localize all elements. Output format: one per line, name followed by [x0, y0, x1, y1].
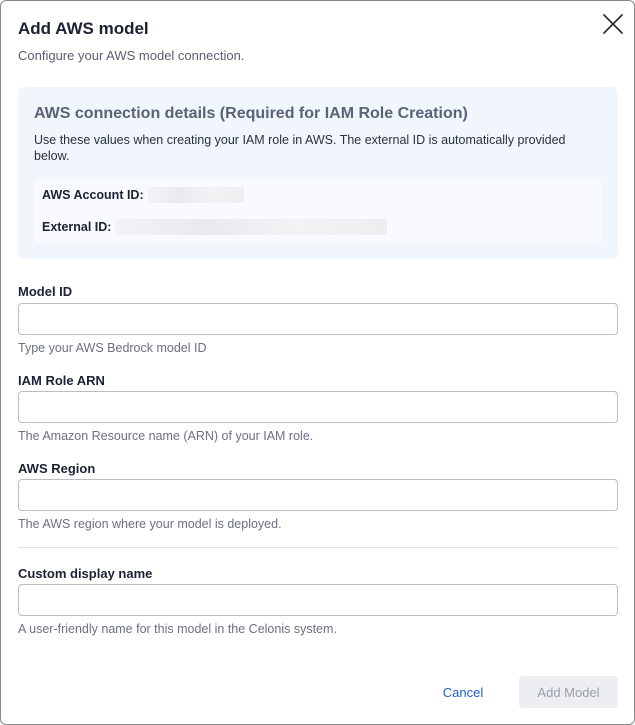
aws-region-label: AWS Region	[18, 461, 96, 476]
connection-details-title: AWS connection details (Required for IAM Role Creation)	[34, 105, 468, 122]
display-name-label: Custom display name	[18, 566, 153, 581]
cancel-button[interactable]: Cancel	[427, 676, 499, 708]
model-id-label: Model ID	[18, 284, 73, 299]
dialog-title: Add AWS model	[18, 19, 149, 38]
aws-account-id-label: AWS Account ID:	[42, 188, 144, 202]
section-divider	[18, 547, 618, 548]
dialog-subtitle: Configure your AWS model connection.	[18, 48, 245, 63]
iam-role-arn-label: IAM Role ARN	[18, 373, 105, 388]
display-name-input[interactable]	[18, 584, 618, 616]
display-name-help: A user-friendly name for this model in the Celonis system.	[18, 622, 337, 636]
model-id-input[interactable]	[18, 303, 618, 335]
model-id-help: Type your AWS Bedrock model ID	[18, 341, 207, 355]
aws-region-input[interactable]	[18, 479, 618, 511]
external-id-label: External ID:	[42, 220, 112, 234]
close-button[interactable]	[601, 12, 625, 36]
iam-role-arn-input[interactable]	[18, 391, 618, 423]
add-model-button[interactable]: Add Model	[519, 676, 618, 708]
aws-region-help: The AWS region where your model is deployed.	[18, 517, 282, 531]
external-id-row	[42, 219, 387, 235]
connection-details-panel	[18, 87, 618, 259]
close-icon	[601, 12, 625, 36]
aws-account-id-row	[42, 187, 244, 203]
external-id-value-redacted	[115, 219, 387, 235]
connection-ids	[34, 179, 602, 243]
connection-details-description: Use these values when creating your IAM role in AWS. The external ID is automatically provided below.	[34, 133, 566, 163]
aws-account-id-value-redacted	[148, 187, 244, 203]
iam-role-arn-help: The Amazon Resource name (ARN) of your IAM role.	[18, 429, 314, 443]
